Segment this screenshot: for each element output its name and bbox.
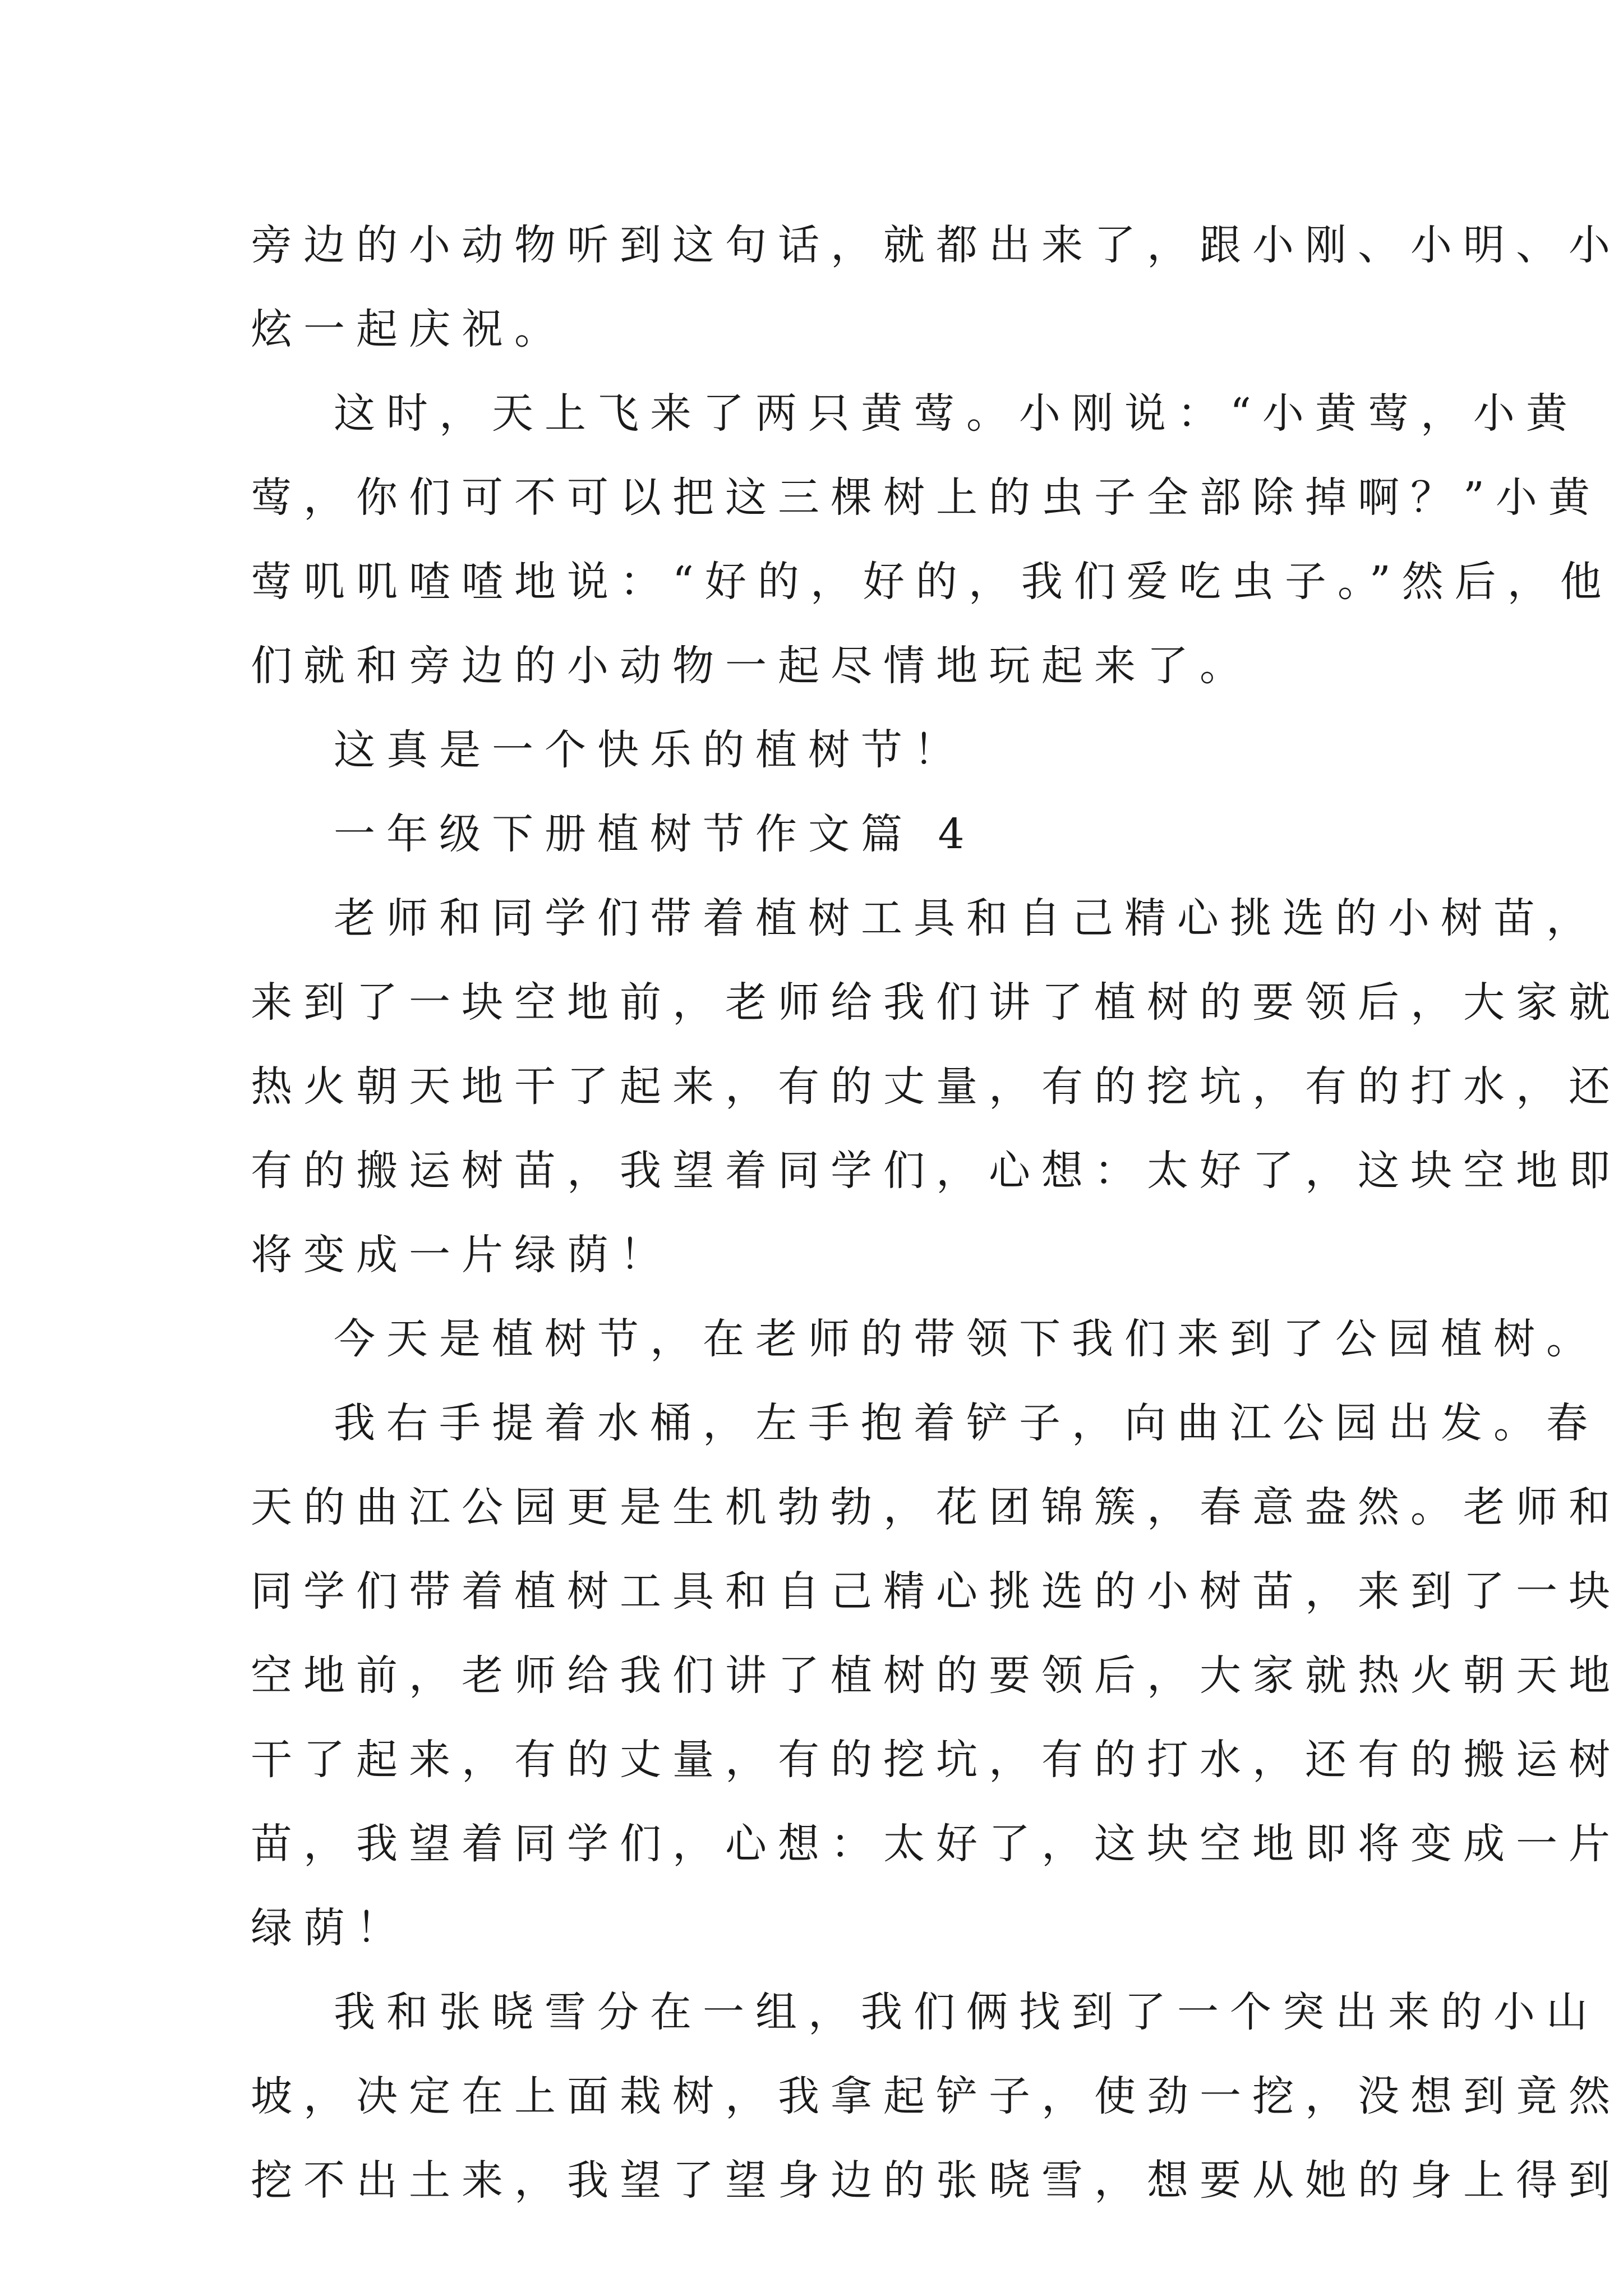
text-line: 们就和旁边的小动物一起尽情地玩起来了。 bbox=[251, 642, 1252, 690]
paragraph-start-line: 这时，天上飞来了两只黄莺。小刚说：“小黄莺，小黄 bbox=[334, 389, 1579, 438]
text-line: 挖不出土来，我望了望身边的张晓雪，想要从她的身上得到 bbox=[251, 2156, 1621, 2205]
text-line: 来到了一块空地前，老师给我们讲了植树的要领后，大家就 bbox=[251, 978, 1621, 1027]
text-line: 莺，你们可不可以把这三棵树上的虫子全部除掉啊？”小黄 bbox=[251, 473, 1601, 522]
paragraph-start-line: 我右手提着水桶，左手抱着铲子，向曲江公园出发。春 bbox=[334, 1399, 1599, 1447]
text-line: 将变成一片绿荫！ bbox=[251, 1231, 672, 1279]
paragraph-start-line: 老师和同学们带着植树工具和自己精心挑选的小树苗， bbox=[334, 894, 1599, 942]
text-line: 苗，我望着同学们，心想：太好了，这块空地即将变成一片 bbox=[251, 1820, 1621, 1868]
text-line: 有的搬运树苗，我望着同学们，心想：太好了，这块空地即 bbox=[251, 1147, 1621, 1195]
text-line: 空地前，老师给我们讲了植树的要领后，大家就热火朝天地 bbox=[251, 1651, 1621, 1700]
text-line: 同学们带着植树工具和自己精心挑选的小树苗，来到了一块 bbox=[251, 1567, 1621, 1616]
text-line: 旁边的小动物听到这句话，就都出来了，跟小刚、小明、小 bbox=[251, 221, 1621, 269]
paragraph-start-line: 这真是一个快乐的植树节！ bbox=[334, 726, 966, 774]
text-line: 绿荫！ bbox=[251, 1904, 409, 1952]
text-line: 干了起来，有的丈量，有的挖坑，有的打水，还有的搬运树 bbox=[251, 1736, 1621, 1784]
paragraph-start-line: 我和张晓雪分在一组，我们俩找到了一个突出来的小山 bbox=[334, 1988, 1599, 2036]
text-line: 坡，决定在上面栽树，我拿起铲子，使劲一挖，没想到竟然 bbox=[251, 2072, 1621, 2120]
paragraph-start-line: 今天是植树节，在老师的带领下我们来到了公园植树。 bbox=[334, 1315, 1599, 1363]
text-line: 天的曲江公园更是生机勃勃，花团锦簇，春意盎然。老师和 bbox=[251, 1483, 1621, 1531]
text-line: 莺叽叽喳喳地说：“好的，好的，我们爱吃虫子。”然后，他 bbox=[251, 558, 1613, 606]
text-line: 热火朝天地干了起来，有的丈量，有的挖坑，有的打水，还 bbox=[251, 1062, 1621, 1111]
section-heading: 一年级下册植树节作文篇 4 bbox=[334, 810, 976, 858]
text-line: 炫一起庆祝。 bbox=[251, 305, 567, 353]
